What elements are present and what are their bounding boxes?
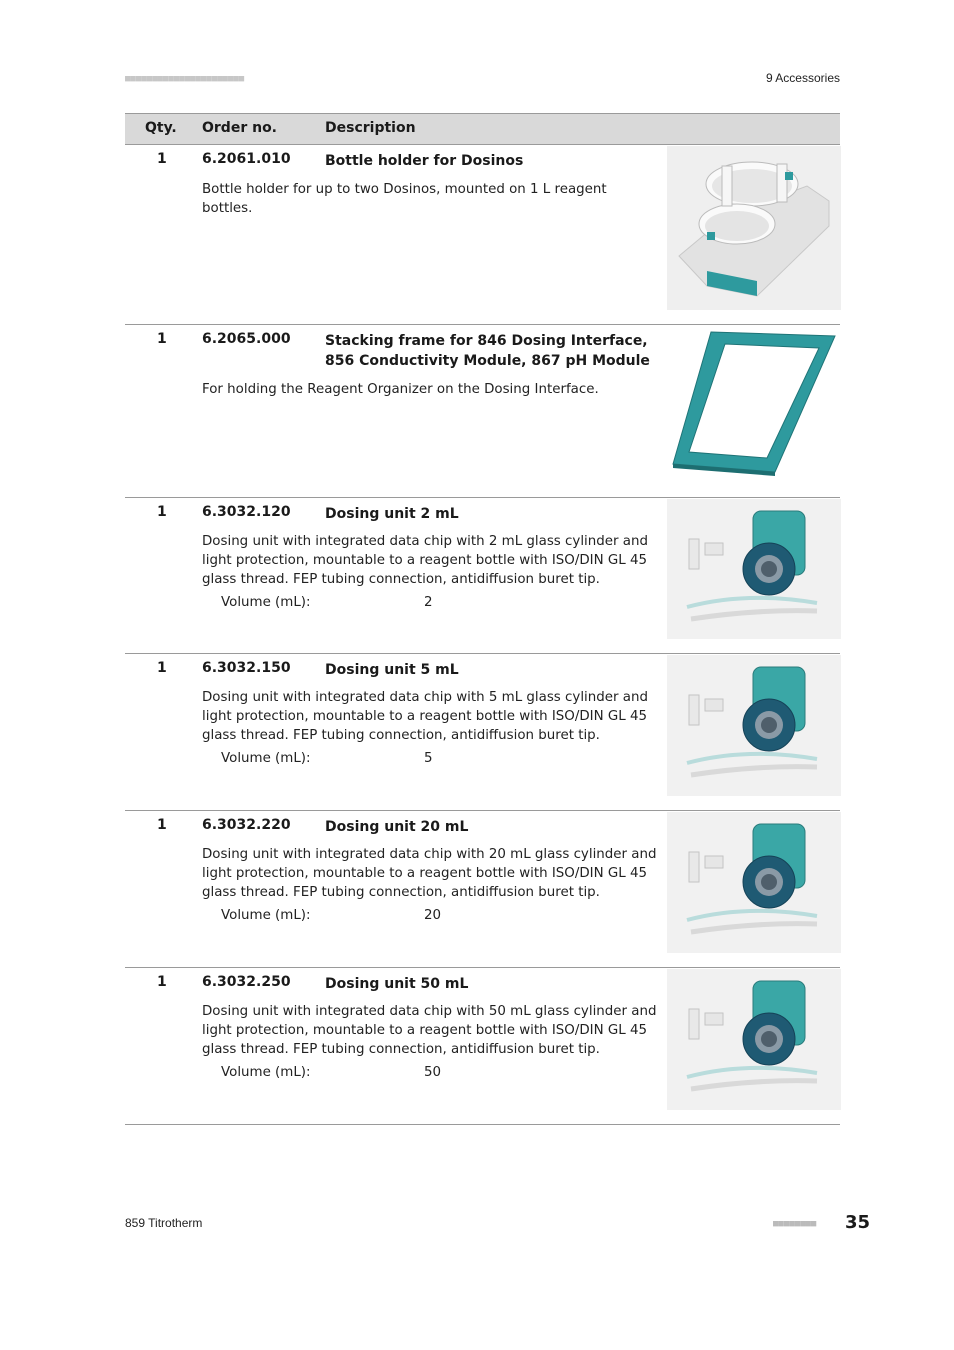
table-header	[125, 113, 840, 145]
order-number: 6.3032.120	[202, 504, 291, 520]
section-title: 9 Accessories	[765, 71, 840, 85]
table-row	[125, 654, 840, 811]
column-order-no: Order no.	[202, 120, 278, 136]
table-row	[125, 811, 840, 968]
item-description: Bottle holder for up to two Dosinos, mounted on 1 L reagent bottles.	[202, 182, 607, 216]
order-number: 6.3032.220	[202, 817, 291, 833]
dosing-unit-image	[667, 812, 841, 953]
table-row	[125, 325, 840, 498]
order-number: 6.2061.010	[202, 151, 291, 167]
qty: 1	[157, 660, 167, 676]
volume-label: Volume (mL):	[221, 1065, 311, 1080]
item-description: Dosing unit with integrated data chip with 20 mL glass cylinder and light protection, mountable to a reagent bottle with ISO/DIN GL 45 glass thread. FEP tubing connection, antidiffusion buret tip.	[202, 847, 657, 900]
order-number: 6.2065.000	[202, 331, 291, 347]
item-title: Dosing unit 50 mL	[325, 976, 469, 992]
volume-label: Volume (mL):	[221, 595, 311, 610]
qty: 1	[157, 974, 167, 990]
volume-label: Volume (mL):	[221, 908, 311, 923]
dosing-unit-image	[667, 969, 841, 1110]
column-qty: Qty.	[145, 120, 177, 136]
dosing-unit-image	[667, 499, 841, 639]
page-number: 35	[845, 1212, 871, 1233]
item-title: Stacking frame for 846 Dosing Interface, 856 Conductivity Module, 867 pH Module	[325, 333, 650, 369]
qty: 1	[157, 817, 167, 833]
item-description: Dosing unit with integrated data chip with 50 mL glass cylinder and light protection, mountable to a reagent bottle with ISO/DIN GL 45 glass thread. FEP tubing connection, antidiffusion buret tip.	[202, 1004, 657, 1057]
dosing-unit-image	[667, 655, 841, 796]
item-title: Dosing unit 5 mL	[325, 662, 459, 678]
item-description: For holding the Reagent Organizer on the Dosing Interface.	[202, 382, 599, 397]
volume-value: 20	[424, 908, 442, 923]
header-decoration: ■■■■■■■■■■■■■■■■■■■■■■	[125, 74, 245, 84]
volume-label: Volume (mL):	[221, 751, 311, 766]
product-name: 859 Titrotherm	[125, 1216, 203, 1230]
table-row	[125, 498, 840, 654]
column-description: Description	[325, 120, 416, 136]
item-title: Dosing unit 2 mL	[325, 506, 459, 522]
volume-value: 5	[424, 751, 433, 766]
bottle-holder-image	[667, 146, 841, 310]
item-description: Dosing unit with integrated data chip with 2 mL glass cylinder and light protection, mountable to a reagent bottle with ISO/DIN GL 45 glass thread. FEP tubing connection, antidiffusion buret tip.	[202, 534, 648, 587]
table-row	[125, 145, 840, 325]
item-title: Bottle holder for Dosinos	[325, 153, 524, 169]
order-number: 6.3032.150	[202, 660, 291, 676]
item-description: Dosing unit with integrated data chip with 5 mL glass cylinder and light protection, mountable to a reagent bottle with ISO/DIN GL 45 glass thread. FEP tubing connection, antidiffusion buret tip.	[202, 690, 648, 743]
accessories-table	[125, 113, 840, 1125]
table-row	[125, 968, 840, 1125]
volume-value: 50	[424, 1065, 442, 1080]
footer-decoration: ■■■■■■■■	[773, 1219, 817, 1229]
order-number: 6.3032.250	[202, 974, 291, 990]
qty: 1	[157, 504, 167, 520]
qty: 1	[157, 331, 167, 347]
volume-value: 2	[424, 595, 433, 610]
qty: 1	[157, 151, 167, 167]
item-title: Dosing unit 20 mL	[325, 819, 469, 835]
stacking-frame-image	[667, 326, 841, 476]
